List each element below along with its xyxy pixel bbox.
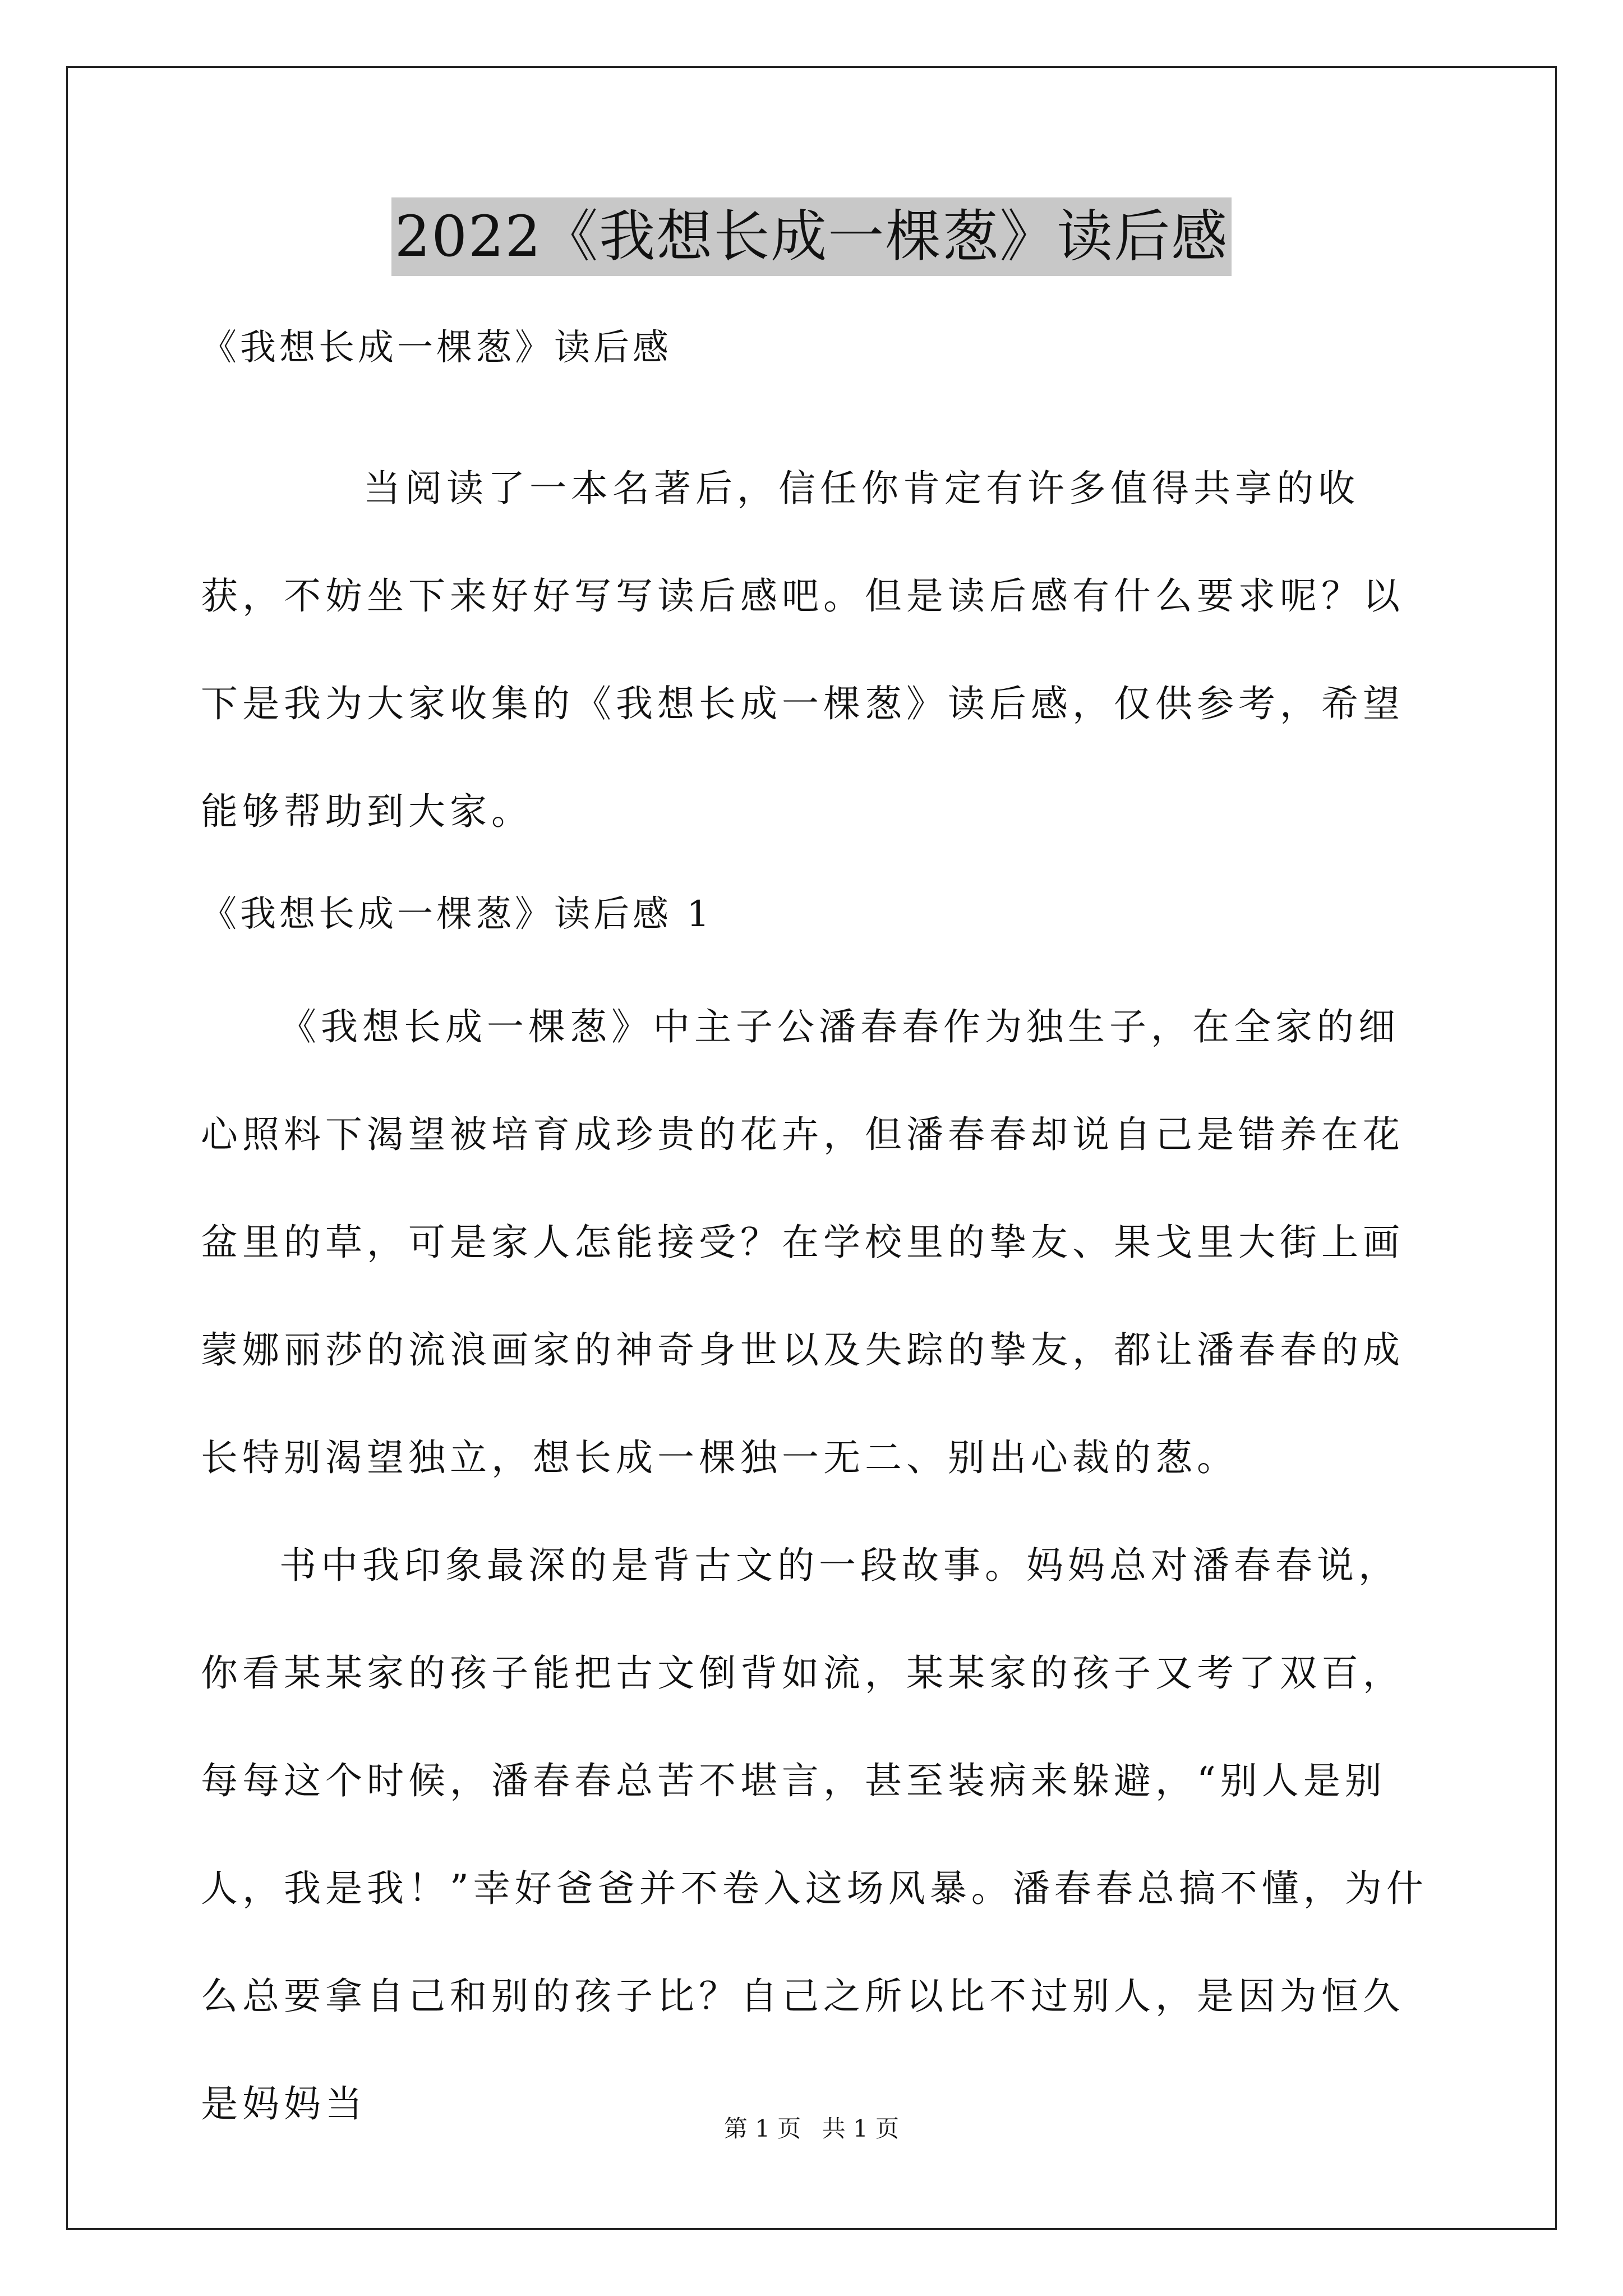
document-title: 2022《我想长成一棵葱》读后感 — [391, 197, 1232, 276]
body-paragraph-1: 《我想长成一棵葱》中主子公潘春春作为独生子，在全家的细心照料下渴望被培育成珍贵的花卉，但潘春春却说自己是错养在花盆里的草，可是家人怎能接受？在学校里的挚友、果戈里大街上画蒙娜丽莎的流浪画家的神奇身世以及失踪的挚友，都让潘春春的成长特别渴望独立，想长成一棵独一无二、别出心裁的葱。 — [201, 1005, 1404, 1479]
page-total: 共 1 页 — [822, 2115, 900, 2142]
title-container — [0, 197, 1623, 276]
section-heading: 《我想长成一棵葱》读后感 1 — [201, 894, 713, 935]
body-paragraph-2: 书中我印象最深的是背古文的一段故事。妈妈总对潘春春说，你看某某家的孩子能把古文倒背如流，某某家的孩子又考了双百，每每这个时候，潘春春总苦不堪言，甚至装病来躲避，“别人是别人，我是我！”幸好爸爸并不卷入这场风暴。潘春春总搞不懂，为什么总要拿自己和别的孩子比？自己之所以比不过别人，是因为恒久是妈妈当 — [201, 1544, 1428, 2125]
page-footer — [0, 2112, 1623, 2146]
document-subtitle: 《我想长成一棵葱》读后感 — [201, 327, 672, 369]
page-number: 第 1 页 — [723, 2115, 801, 2142]
intro-paragraph: 当阅读了一本名著后，信任你肯定有许多值得共享的收获，不妨坐下来好好写写读后感吧。但是读后感有什么要求呢？以下是我为大家收集的《我想长成一棵葱》读后感，仅供参考，希望能够帮助到大家。 — [201, 467, 1404, 833]
